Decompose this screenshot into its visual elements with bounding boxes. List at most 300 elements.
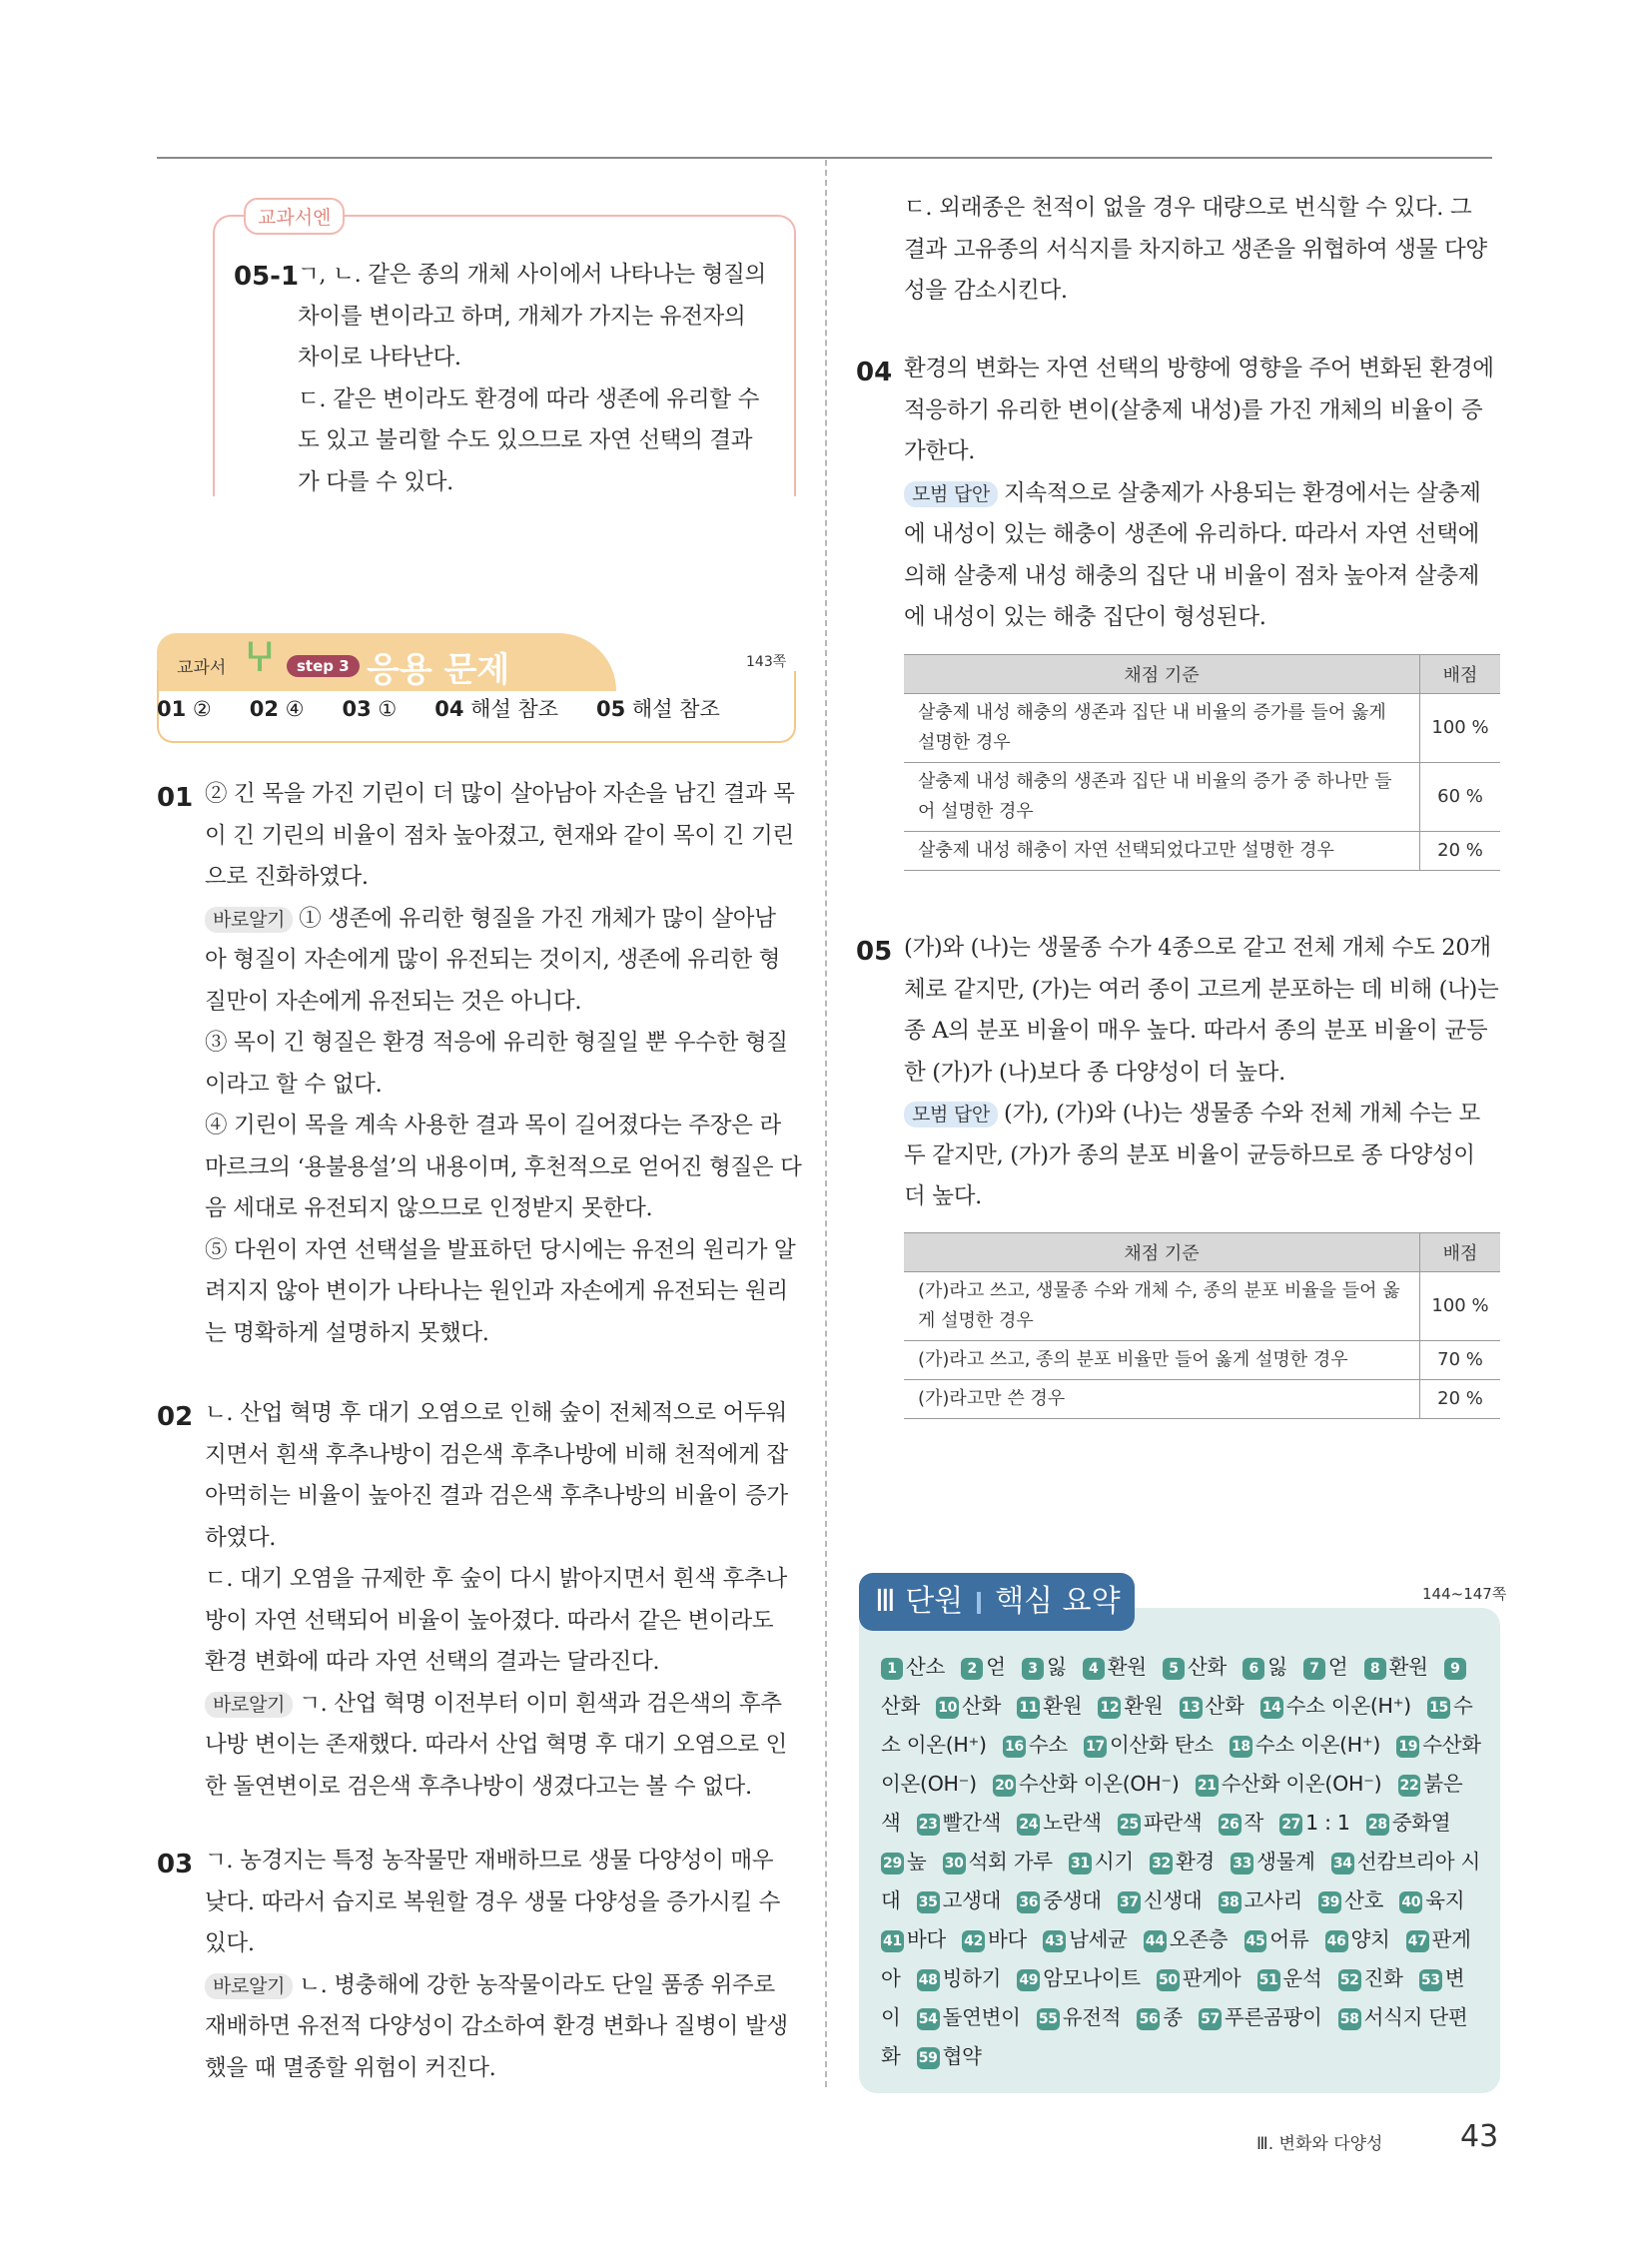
answer-item — [596, 697, 720, 721]
answer-item — [250, 697, 305, 721]
summary-term: 환경 — [1175, 1850, 1215, 1873]
text-line: 으로 진화하였다. — [205, 864, 369, 890]
text-line-content: 나방 변이는 존재했다. 따라서 산업 혁명 후 대기 오염으로 인 — [205, 1732, 787, 1758]
text-line-content: ③ 목이 긴 형질은 환경 적응에 유리한 형질일 뿐 우수한 형질 — [205, 1030, 788, 1056]
summary-item — [1199, 2005, 1321, 2029]
answer-tag: 바로알기 — [205, 1692, 293, 1718]
number-badge: 2 — [961, 1658, 983, 1680]
text-line-content: 두 같지만, (가)가 종의 분포 비율이 균등하므로 종 다양성이 — [904, 1141, 1475, 1168]
table-row — [904, 694, 1500, 763]
top-rule — [157, 157, 1492, 159]
number-badge: 11 — [1017, 1697, 1040, 1719]
column-divider — [825, 160, 827, 2087]
text-line: ㄷ. 같은 변이라도 환경에 따라 생존에 유리할 수 — [298, 385, 760, 412]
summary-term: 산화 — [1187, 1655, 1227, 1679]
table-row — [904, 763, 1500, 832]
summary-item — [1083, 1655, 1147, 1679]
number-badge: 5 — [1163, 1658, 1185, 1680]
number-badge: 8 — [1364, 1658, 1386, 1680]
number-badge: 23 — [917, 1814, 940, 1836]
summary-term: 중생대 — [1043, 1888, 1102, 1912]
text-line — [904, 1094, 1503, 1135]
text-line-content: 했을 때 멸종할 위험이 커진다. — [205, 2054, 496, 2081]
summary-term: 바다 — [988, 1927, 1028, 1951]
text-line-content: 질만이 자손에게 유전되는 것은 아니다. — [205, 988, 582, 1015]
number-badge: 32 — [1150, 1853, 1173, 1874]
summary-term: 푸른곰팡이 — [1225, 2005, 1322, 2029]
summary-item — [1364, 1655, 1428, 1679]
summary-item — [917, 2044, 982, 2068]
text-line — [205, 1271, 804, 1313]
text-line — [205, 1684, 804, 1726]
text-line — [205, 1147, 804, 1189]
number-badge: 9 — [1444, 1658, 1466, 1680]
number-badge: 26 — [1219, 1814, 1241, 1836]
table-header: 채점 기준 — [904, 655, 1420, 694]
score-cell: 20 % — [1420, 832, 1501, 871]
score-cell: 100 % — [1420, 1272, 1501, 1341]
summary-item — [993, 1772, 1180, 1796]
summary-term: 수소 — [1028, 1733, 1068, 1757]
summary-term: 수소 이온(H⁺) — [1285, 1694, 1411, 1718]
text-line-content: 에 내성이 있는 해충이 생존에 유리하다. 따라서 자연 선택에 — [904, 521, 1480, 547]
text-line — [205, 1023, 804, 1065]
text-line: ㄷ. 외래종은 천적이 없을 경우 대량으로 번식할 수 있다. 그 — [904, 195, 1472, 221]
table-row — [904, 1380, 1500, 1419]
summary-term: 암모나이트 — [1043, 1966, 1141, 1990]
number-badge: 51 — [1257, 1969, 1280, 1991]
answer-value: ④ — [285, 697, 305, 721]
text-line: 종 A의 분포 비율이 매우 높다. 따라서 종의 분포 비율이 균등 — [904, 1018, 1488, 1044]
number-badge: 33 — [1231, 1853, 1253, 1874]
summary-item — [1163, 1655, 1227, 1679]
number-badge: 41 — [881, 1930, 904, 1952]
summary-item — [1137, 2005, 1182, 2029]
answer-value: ① — [378, 697, 398, 721]
number-badge: 10 — [936, 1697, 959, 1719]
number-badge: 42 — [962, 1930, 985, 1952]
summary-item — [881, 1850, 926, 1873]
summary-item — [1037, 2005, 1121, 2029]
summary-header — [859, 1573, 1135, 1631]
text-line-content: (가), (가)와 (나)는 생물종 수와 전체 개체 수는 모 — [1003, 1101, 1480, 1126]
text-line: 하였다. — [205, 1524, 277, 1551]
text-line — [205, 1065, 804, 1107]
summary-term: 수소 이온(H⁺) — [1254, 1733, 1381, 1757]
table-header: 배점 — [1420, 1233, 1501, 1272]
text-line-content: 이라고 할 수 없다. — [205, 1071, 383, 1098]
summary-term: 산호 — [1344, 1888, 1384, 1912]
summary-item — [1366, 1811, 1450, 1835]
answer-list — [157, 693, 758, 723]
q04-grading-table — [904, 654, 1500, 871]
summary-term: 수산화 이온(OH⁻) — [1221, 1772, 1382, 1796]
criterion-cell: (가)라고 쓰고, 생물종 수와 개체 수, 종의 분포 비율을 들어 옳게 설명한 경우 — [904, 1272, 1420, 1341]
summary-term: 육지 — [1425, 1888, 1465, 1912]
answer-item — [157, 697, 212, 721]
text-line — [205, 1965, 804, 2007]
summary-unit: Ⅲ 단원 — [875, 1584, 964, 1619]
text-line-content: 는 명확하게 설명하지 못했다. — [205, 1319, 489, 1346]
footer-section: Ⅲ. 변화와 다양성 — [1256, 2134, 1383, 2154]
summary-term: 판게아 — [881, 1927, 1471, 1990]
summary-item — [1230, 1733, 1380, 1757]
number-badge: 46 — [1325, 1930, 1348, 1952]
summary-item — [1242, 1655, 1287, 1679]
summary-term: 빙하기 — [942, 1966, 1002, 1990]
summary-term: 이산화 탄소 — [1110, 1733, 1214, 1757]
text-line: ② 긴 목을 가진 기린이 더 많이 살아남아 자손을 남긴 결과 목 — [205, 781, 795, 807]
question-number: 03 — [157, 1850, 194, 1879]
summary-item — [1338, 1966, 1403, 1990]
summary-term: 선캄브리아 시대 — [881, 1850, 1480, 1912]
summary-item — [1118, 1888, 1202, 1912]
summary-item — [1043, 1927, 1127, 1951]
number-badge: 59 — [917, 2047, 940, 2069]
number-badge: 54 — [917, 2008, 940, 2030]
summary-term: 잃 — [1046, 1655, 1067, 1679]
summary-item — [1017, 1694, 1082, 1718]
summary-term: 돌연변이 — [942, 2005, 1021, 2029]
summary-item — [1144, 1927, 1228, 1951]
answer-number: 01 — [157, 697, 187, 721]
summary-item — [1084, 1733, 1214, 1757]
text-line — [904, 556, 1503, 598]
text-line — [205, 1188, 804, 1230]
answer-value: 해설 참조 — [470, 697, 558, 721]
banner-page: 143쪽 — [746, 654, 787, 670]
text-line — [205, 940, 804, 982]
summary-item — [1003, 1733, 1068, 1757]
summary-term: 고생대 — [942, 1888, 1002, 1912]
answer-number: 03 — [342, 697, 372, 721]
table-row — [904, 1341, 1500, 1380]
summary-term: 변이 — [881, 1966, 1465, 2029]
summary-item — [1180, 1694, 1244, 1718]
summary-term: 노란색 — [1043, 1811, 1102, 1835]
number-badge: 57 — [1199, 2008, 1222, 2030]
number-badge: 30 — [943, 1853, 966, 1874]
number-badge: 22 — [1398, 1775, 1421, 1797]
number-badge: 6 — [1242, 1658, 1264, 1680]
text-line: 가한다. — [904, 438, 976, 464]
question-number: 01 — [157, 783, 194, 813]
summary-term: 수소 이온(H⁺) — [881, 1694, 1473, 1757]
text-line — [205, 1230, 804, 1272]
summary-term: 남세균 — [1069, 1927, 1128, 1951]
summary-item — [917, 2005, 1021, 2029]
summary-item — [1098, 1694, 1163, 1718]
summary-term: 산화 — [881, 1694, 921, 1718]
number-badge: 48 — [917, 1969, 940, 1991]
text-line — [205, 2048, 804, 2090]
table-header: 배점 — [1420, 655, 1501, 694]
summary-term: 서식지 단편화 — [881, 2005, 1468, 2068]
text-line-content: ⑤ 다윈이 자연 선택설을 발표하던 당시에는 유전의 원리가 알 — [205, 1236, 796, 1263]
number-badge: 39 — [1318, 1891, 1341, 1913]
answer-tag: 바로알기 — [205, 907, 293, 933]
summary-item — [1017, 1888, 1101, 1912]
number-badge: 50 — [1157, 1969, 1180, 1991]
summary-item — [1017, 1811, 1101, 1835]
summary-item — [917, 1888, 1001, 1912]
summary-page: 144~147쪽 — [1422, 1585, 1507, 1603]
answer-item — [434, 697, 558, 721]
summary-term: 1 : 1 — [1305, 1811, 1350, 1835]
number-badge: 34 — [1331, 1853, 1354, 1874]
text-line: 방이 자연 선택되어 비율이 높아졌다. 따라서 같은 변이라도 — [205, 1607, 774, 1634]
summary-items — [881, 1648, 1484, 2076]
text-line — [904, 597, 1503, 639]
summary-item — [1325, 1927, 1390, 1951]
text-line: 환경 변화에 따라 자연 선택의 결과는 달라진다. — [205, 1649, 660, 1675]
summary-term: 파란색 — [1143, 1811, 1203, 1835]
text-line: 낮다. 따라서 습지로 복원할 경우 생물 다양성을 증가시킬 수 — [205, 1888, 781, 1915]
text-line-content: 재배하면 유전적 다양성이 감소하여 환경 변화나 질병이 발생 — [205, 2013, 788, 2039]
summary-item — [1399, 1888, 1464, 1912]
text-line — [205, 1313, 804, 1355]
summary-term: 양치 — [1350, 1927, 1390, 1951]
table-row — [904, 832, 1500, 871]
q01-explanation — [205, 774, 804, 1354]
banner-label: 교과서 — [177, 658, 227, 678]
number-badge: 18 — [1230, 1736, 1252, 1758]
summary-item — [1257, 1966, 1322, 1990]
summary-term: 산소 — [906, 1655, 946, 1679]
number-badge: 17 — [1084, 1736, 1107, 1758]
text-line-content: 마르크의 ‘용불용설’의 내용이며, 후천적으로 얻어진 형질은 다 — [205, 1153, 802, 1180]
summary-term: 신생대 — [1143, 1888, 1203, 1912]
number-badge: 27 — [1279, 1814, 1302, 1836]
text-line — [904, 1176, 1503, 1218]
number-badge: 31 — [1069, 1853, 1092, 1874]
summary-term: 협약 — [942, 2044, 982, 2068]
number-badge: 20 — [993, 1775, 1016, 1797]
summary-item — [881, 1927, 946, 1951]
q05-grading-table — [904, 1232, 1500, 1419]
number-badge: 12 — [1098, 1697, 1121, 1719]
summary-item — [1157, 1966, 1240, 1990]
summary-item — [1017, 1966, 1140, 1990]
q02-explanation — [205, 1393, 804, 1808]
summary-item — [1303, 1655, 1348, 1679]
text-line — [205, 982, 804, 1024]
criterion-cell: (가)라고 쓰고, 종의 분포 비율만 들어 옳게 설명한 경우 — [904, 1341, 1420, 1380]
summary-term: 얻 — [986, 1655, 1006, 1679]
number-badge: 28 — [1366, 1814, 1389, 1836]
number-badge: 52 — [1338, 1969, 1361, 1991]
text-line: 한 (가)가 (나)보다 종 다양성이 더 높다. — [904, 1059, 1285, 1086]
summary-term: 생물계 — [1256, 1850, 1315, 1873]
criterion-cell: 살충제 내성 해충의 생존과 집단 내 비율의 증가 중 하나만 들어 설명한 경우 — [904, 763, 1420, 832]
text-line-content: 음 세대로 유전되지 않으므로 인정받지 못한다. — [205, 1195, 653, 1221]
summary-term: 수산화 이온(OH⁻) — [881, 1733, 1481, 1796]
text-line — [904, 473, 1503, 515]
text-line: ㄴ. 산업 혁명 후 대기 오염으로 인해 숲이 전체적으로 어두워 — [205, 1400, 787, 1426]
summary-item — [1219, 1811, 1263, 1835]
text-line-content: 더 높다. — [904, 1183, 983, 1209]
summary-term: 환원 — [1043, 1694, 1083, 1718]
summary-term: 바다 — [906, 1927, 946, 1951]
criterion-cell: 살충제 내성 해충의 생존과 집단 내 비율의 증가를 들어 옳게 설명한 경우 — [904, 694, 1420, 763]
summary-term: 어류 — [1269, 1927, 1309, 1951]
step-badge: step 3 — [287, 655, 360, 677]
criterion-cell: 살충제 내성 해충이 자연 선택되었다고만 설명한 경우 — [904, 832, 1420, 871]
text-line: 결과 고유종의 서식지를 차지하고 생존을 위협하여 생물 다양 — [904, 236, 1487, 263]
number-badge: 15 — [1427, 1697, 1450, 1719]
answer-tag: 모범 답안 — [904, 481, 998, 507]
answer-tag: 바로알기 — [205, 1973, 293, 1999]
score-cell: 60 % — [1420, 763, 1501, 832]
number-badge: 44 — [1144, 1930, 1167, 1952]
summary-item — [1244, 1927, 1309, 1951]
text-line — [904, 514, 1503, 556]
text-line-content: 의해 살충제 내성 해충의 집단 내 비율이 점차 높아져 살충제 — [904, 562, 1480, 589]
text-line: 적응하기 유리한 변이(살충제 내성)를 가진 개체의 비율이 증 — [904, 396, 1483, 423]
number-badge: 35 — [917, 1891, 940, 1913]
answer-number: 04 — [434, 697, 464, 721]
page-number: 43 — [1460, 2119, 1499, 2154]
number-badge: 58 — [1338, 2008, 1361, 2030]
number-badge: 29 — [881, 1853, 904, 1874]
q03-explanation — [205, 1841, 804, 2089]
question-number: 02 — [157, 1402, 194, 1432]
summary-item — [1118, 1811, 1202, 1835]
number-badge: 56 — [1137, 2008, 1160, 2030]
number-badge: 47 — [1406, 1930, 1429, 1952]
summary-term: 높 — [906, 1850, 927, 1873]
summary-term: 운석 — [1282, 1966, 1322, 1990]
summary-term: 고사리 — [1243, 1888, 1303, 1912]
text-line: 체로 같지만, (가)는 여러 종이 고르게 분포하는 데 비해 (나)는 — [904, 976, 1499, 1003]
text-line-content: 아 형질이 자손에게 많이 유전되는 것이지, 생존에 유리한 형 — [205, 947, 781, 973]
textbook-tag: 교과서엔 — [244, 198, 345, 235]
summary-term: 유전적 — [1062, 2005, 1122, 2029]
text-line: 가 다를 수 있다. — [298, 468, 454, 495]
summary-term: 환원 — [1107, 1655, 1147, 1679]
summary-item — [1022, 1655, 1067, 1679]
answer-number: 02 — [249, 697, 279, 721]
answer-number: 05 — [596, 697, 626, 721]
number-badge: 24 — [1017, 1814, 1040, 1836]
table-header: 채점 기준 — [904, 1233, 1420, 1272]
summary-term: 환원 — [1124, 1694, 1164, 1718]
text-line-content: ④ 기린이 목을 계속 사용한 결과 목이 길어졌다는 주장은 라 — [205, 1113, 781, 1138]
summary-term: 종 — [1163, 2005, 1183, 2029]
score-cell: 100 % — [1420, 694, 1501, 763]
banner-title: 응용 문제 — [367, 650, 510, 690]
text-line — [205, 1106, 804, 1147]
text-line: 환경의 변화는 자연 선택의 방향에 영향을 주어 변화된 환경에 — [904, 356, 1494, 381]
summary-term: 시기 — [1094, 1850, 1134, 1873]
q03-continued — [904, 188, 1503, 313]
number-badge: 37 — [1118, 1891, 1141, 1913]
number-badge: 55 — [1037, 2008, 1060, 2030]
answer-value: 해설 참조 — [631, 697, 720, 721]
number-badge: 3 — [1022, 1658, 1044, 1680]
number-badge: 40 — [1399, 1891, 1422, 1913]
summary-term: 환원 — [1388, 1655, 1428, 1679]
question-number: 04 — [856, 358, 893, 387]
sprout-icon: ⵖ — [245, 635, 276, 681]
text-line — [205, 899, 804, 941]
question-number: 05-1 — [234, 262, 300, 292]
number-badge: 38 — [1219, 1891, 1241, 1913]
text-line-content: ㄴ. 병충해에 강한 농작물이라도 단일 품종 위주로 — [299, 1971, 775, 1998]
summary-item — [1196, 1772, 1382, 1796]
summary-item — [1260, 1694, 1411, 1718]
answer-value: ② — [192, 697, 212, 721]
number-badge: 36 — [1017, 1891, 1040, 1913]
summary-item — [961, 1655, 1006, 1679]
summary-term: 잃 — [1267, 1655, 1287, 1679]
summary-term: 빨간색 — [942, 1811, 1002, 1835]
summary-item — [1069, 1850, 1134, 1873]
text-line — [205, 1725, 804, 1767]
criterion-cell: (가)라고만 쓴 경우 — [904, 1380, 1420, 1419]
text-line: 아먹히는 비율이 높아진 결과 검은색 후추나방의 비율이 증가 — [205, 1483, 788, 1509]
number-badge: 21 — [1196, 1775, 1219, 1797]
summary-term: 중화열 — [1391, 1811, 1451, 1835]
text-line — [205, 2006, 804, 2048]
text-line: 성을 감소시킨다. — [904, 278, 1068, 304]
number-badge: 16 — [1003, 1736, 1026, 1758]
text-line — [205, 1767, 804, 1809]
score-cell: 70 % — [1420, 1341, 1501, 1380]
summary-term: 얻 — [1327, 1655, 1348, 1679]
number-badge: 53 — [1419, 1969, 1442, 1991]
summary-term: 오존층 — [1169, 1927, 1229, 1951]
text-line: ㄱ. 농경지는 특정 농작물만 재배하므로 생물 다양성이 매우 — [205, 1848, 774, 1873]
text-line-content: 한 돌연변이로 검은색 후추나방이 생겼다고는 볼 수 없다. — [205, 1773, 752, 1800]
summary-term: 산화 — [962, 1694, 1002, 1718]
number-badge: 19 — [1396, 1736, 1419, 1758]
summary-item — [1150, 1850, 1215, 1873]
text-line-content: 지속적으로 살충제가 사용되는 환경에서는 살충제 — [1003, 479, 1481, 506]
text-line: 차이로 나타난다. — [298, 345, 461, 371]
summary-term: 붉은색 — [881, 1772, 1463, 1835]
score-cell: 20 % — [1420, 1380, 1501, 1419]
text-line — [904, 1135, 1503, 1177]
number-badge: 43 — [1043, 1930, 1066, 1952]
text-line-content: ① 생존에 유리한 형질을 가진 개체가 많이 살아남 — [299, 905, 776, 932]
summary-item — [1219, 1888, 1302, 1912]
number-badge: 13 — [1180, 1697, 1203, 1719]
number-badge: 14 — [1260, 1697, 1283, 1719]
summary-item — [962, 1927, 1027, 1951]
number-badge: 25 — [1118, 1814, 1141, 1836]
number-badge: 45 — [1244, 1930, 1267, 1952]
summary-term: 작 — [1243, 1811, 1264, 1835]
number-badge: 7 — [1303, 1658, 1325, 1680]
summary-term: 산화 — [1205, 1694, 1244, 1718]
text-line: 차이를 변이라고 하며, 개체가 가지는 유전자의 — [298, 303, 746, 330]
summary-item — [881, 1655, 945, 1679]
text-line-content: 에 내성이 있는 해충 집단이 형성된다. — [904, 604, 1266, 630]
summary-term: 석회 가루 — [968, 1850, 1053, 1873]
summary-item — [917, 1811, 1001, 1835]
text-line: 이 긴 기린의 비율이 점차 높아졌고, 현재와 같이 목이 긴 기린 — [205, 822, 794, 849]
textbook-text — [298, 255, 777, 503]
text-line-content: ㄱ. 산업 혁명 이전부터 이미 흰색과 검은색의 후추 — [299, 1690, 782, 1717]
summary-term: 판게아 — [1182, 1966, 1241, 1990]
text-line: 지면서 흰색 후추나방이 검은색 후추나방에 비해 천적에게 잡 — [205, 1441, 788, 1468]
summary-item — [1318, 1888, 1383, 1912]
summary-item — [936, 1694, 1001, 1718]
answer-tag: 모범 답안 — [904, 1102, 998, 1127]
number-badge: 4 — [1083, 1658, 1105, 1680]
q04-explanation — [904, 349, 1503, 639]
